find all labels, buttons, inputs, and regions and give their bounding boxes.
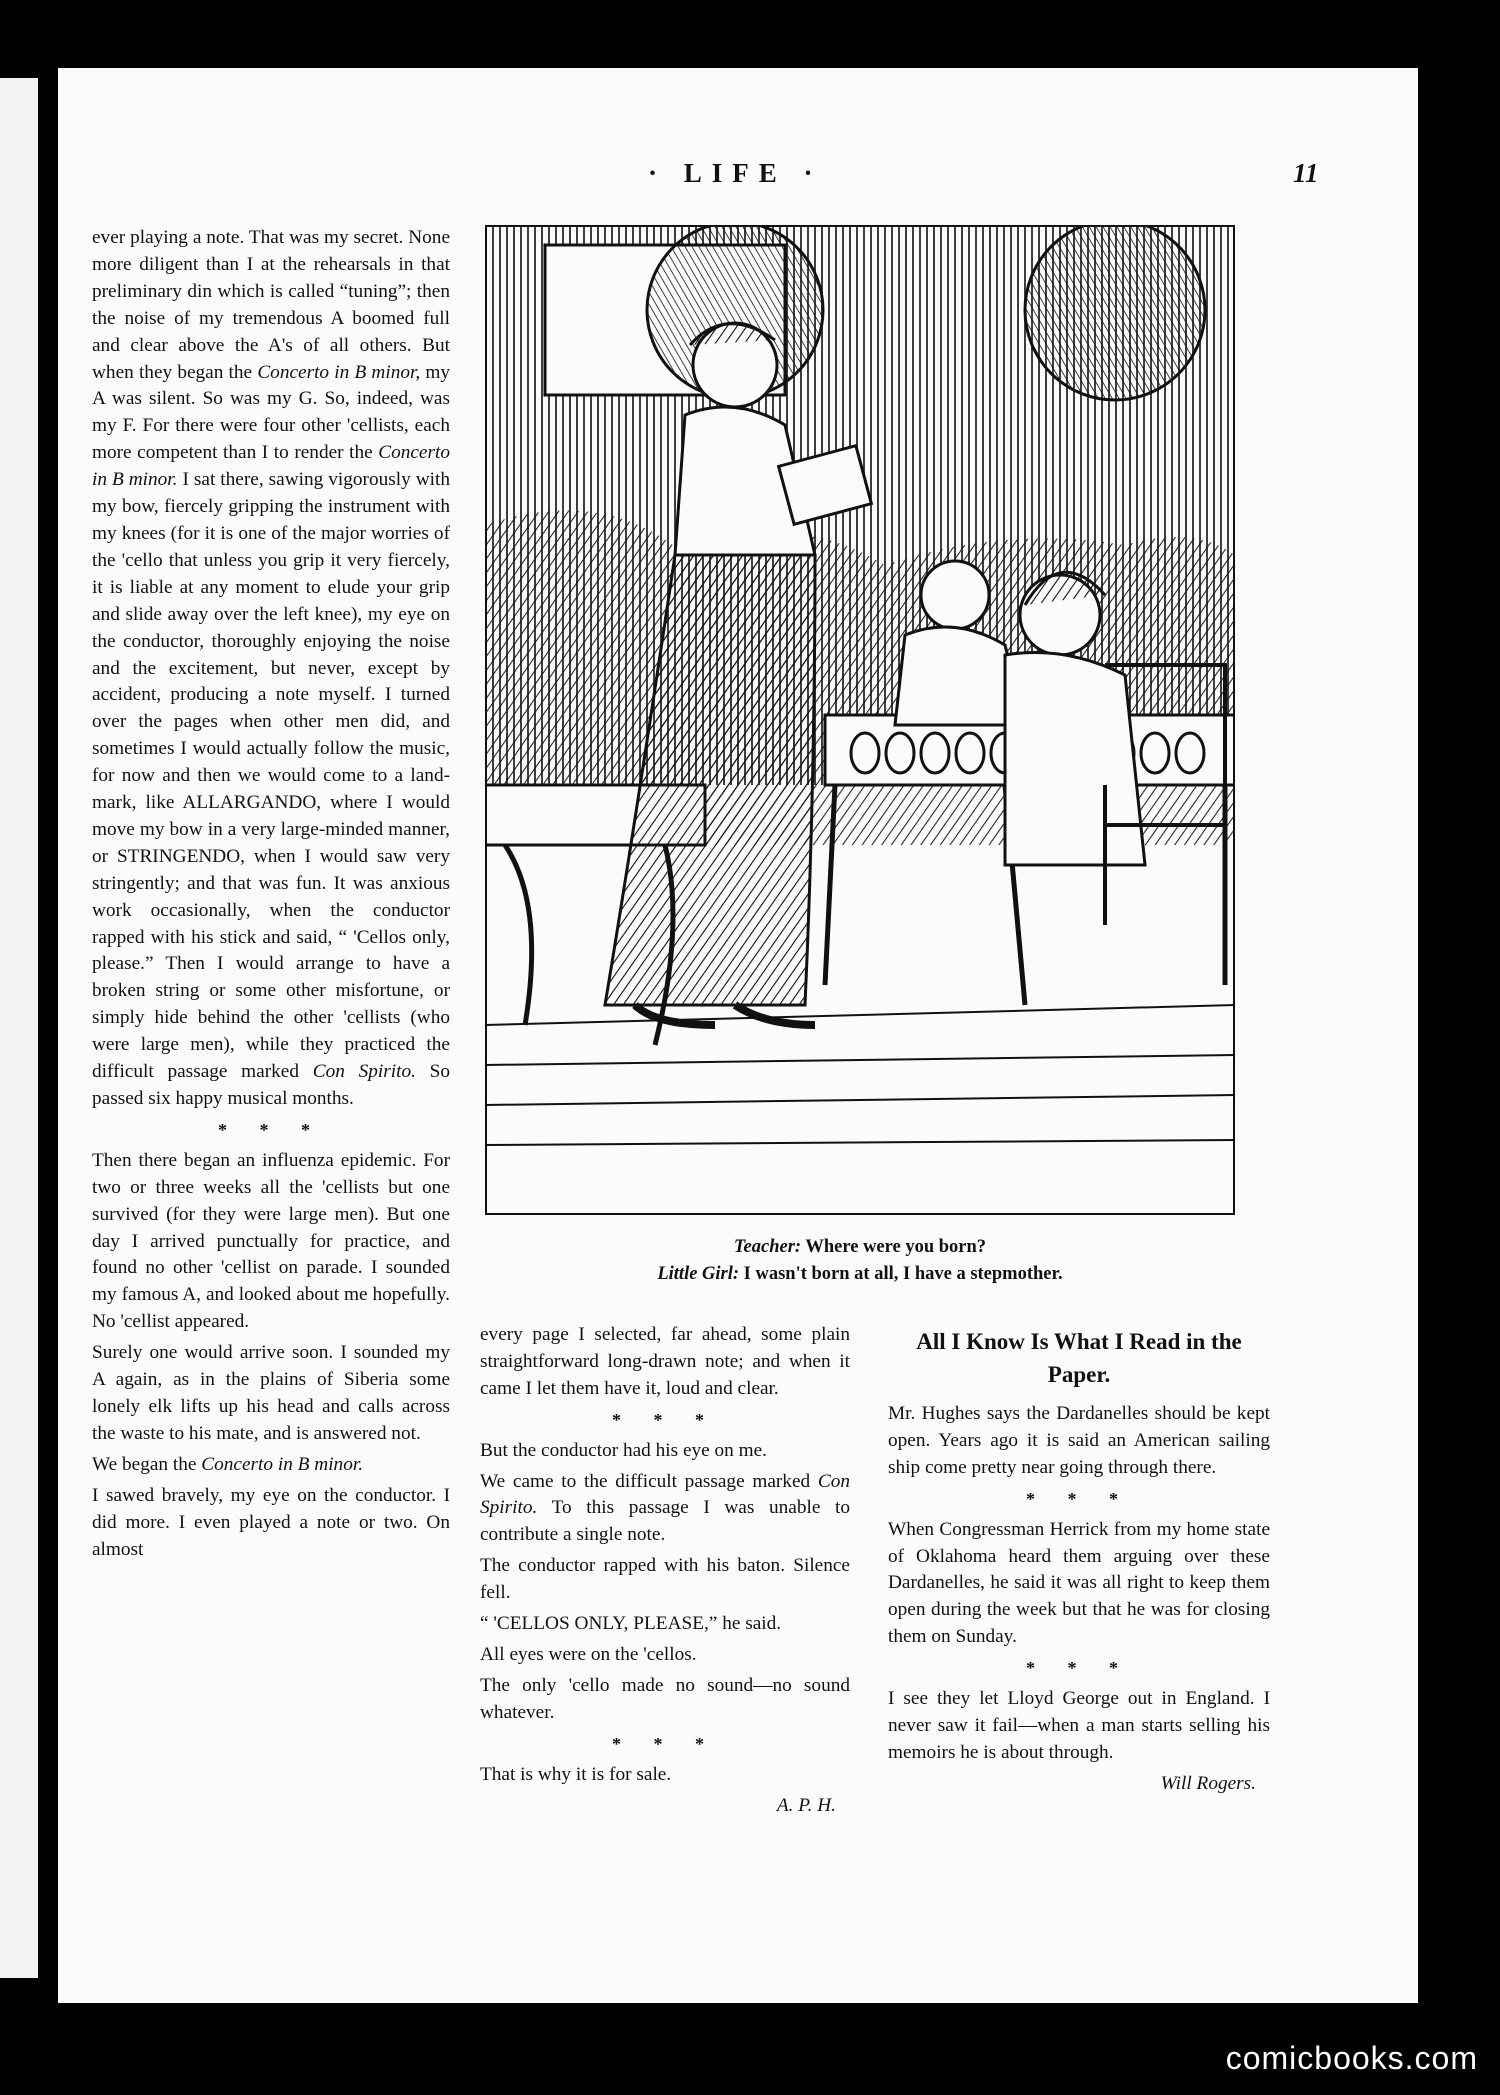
caption-line: Little Girl: I wasn't born at all, I have a stepmother. [657, 1264, 1063, 1284]
paragraph: The only 'cello made no sound—no sound whatever. [480, 1674, 850, 1723]
adjacent-page-edge [0, 78, 38, 1978]
paragraph: All eyes were on the 'cellos. [480, 1643, 697, 1665]
paragraph: Mr. Hughes says the Dardanelles should be kept open. Years ago it is said an American sailing ship come pretty near going through there. [888, 1403, 1270, 1478]
section-break: * * * [1026, 1488, 1132, 1509]
paragraph: That is why it is for sale. [480, 1763, 672, 1785]
column-3 [888, 1322, 1270, 1802]
wall-map [1025, 225, 1205, 400]
paragraph: But the conductor had his eye on me. [480, 1439, 768, 1461]
column-1 [92, 225, 450, 1567]
paragraph: ever playing a note. That was my secret. None more diligent than I at the rehearsals in that preliminary din which is called “tuning”; then the noise of my tremendous A boomed full and clear above the A's of all others. But when they began the Concerto in B minor, my A was silent. So was my G. So, indeed, was my F. For there were four other 'cellists, each more competent than I to render the Concerto in B minor. I sat there, sawing vigorously with my bow, fiercely gripping the instrument with my knees (for it is one of the major worries of the 'cello that unless you grip it very fiercely, it is liable at any moment to elude your grip and slide away over the left knee), my eye on the conductor, thoroughly enjoying the noise and the excitement, but never, except by accident, producing a note myself. I turned over the pages when other men did, and sometimes I would actually follow the music, for now and then we would come to a land-mark, like ALLARGANDO, where I would move my bow in a very large-minded manner, or STRINGENDO, when I would saw very stringently; and that was fun. It was anxious work occasionally, when the conductor rapped with his stick and said, “ 'Cellos only, please.” Then I would arrange to have a broken string or some other misfortune, or simply hide behind the other 'cellists (who were large men), while they practiced the difficult passage marked Con Spirito. So passed six happy musical months. [92, 227, 450, 1109]
paragraph: When Congressman Herrick from my home state of Oklahoma heard them arguing over these Dardanelles, he said it was all right to keep them open during the week but that he was for closing them on Sunday. [888, 1518, 1270, 1648]
section-break: * * * [218, 1119, 324, 1140]
watermark: comicbooks.com [1225, 2040, 1478, 2076]
paragraph: I sawed bravely, my eye on the conductor. I did more. I even played a note or two. On almost [92, 1484, 450, 1560]
paragraph: Surely one would arrive soon. I sounded my A again, as in the plains of Siberia some lonely elk lifts up his head and calls across the waste to his mate, and is answered not. [92, 1342, 450, 1444]
column-2 [480, 1322, 850, 1823]
cartoon-caption [485, 1234, 1235, 1288]
paragraph: We began the Concerto in B minor. [92, 1453, 364, 1475]
section-break: * * * [612, 1733, 718, 1754]
paragraph: “ 'CELLOS ONLY, PLEASE,” he said. [480, 1613, 782, 1635]
signature: A. P. H. [776, 1794, 836, 1816]
page-header [58, 94, 1418, 188]
cartoon-illustration [485, 225, 1235, 1215]
paragraph: every page I selected, far ahead, some plain straightforward long-drawn note; and when it came I let them have it, loud and clear. [480, 1324, 850, 1399]
paragraph: I see they let Lloyd George out in England. I never saw it fail—when a man starts selling his memoirs he is about through. [888, 1688, 1270, 1763]
paragraph: Then there began an influenza epidemic. For two or three weeks all the 'cellists but one survived (for they were large men). But one day I arrived punctually for practice, and found no other 'cellist on parade. I sounded my famous A, and looked about me hopefully. No 'cellist appeared. [92, 1149, 450, 1333]
section-break: * * * [612, 1409, 718, 1430]
signature: Will Rogers. [1160, 1772, 1256, 1794]
article-title: All I Know Is What I Read in the Paper. [916, 1329, 1242, 1387]
section-break: * * * [1026, 1658, 1132, 1679]
caption-line: Teacher: Where were you born? [733, 1237, 987, 1257]
paragraph: We came to the difficult passage marked Con Spirito. To this passage I was unable to contribute a single note. [480, 1470, 850, 1546]
page-number: 11 [1293, 158, 1319, 188]
paragraph: The conductor rapped with his baton. Silence fell. [480, 1555, 850, 1604]
running-head: · LIFE · [648, 158, 823, 188]
